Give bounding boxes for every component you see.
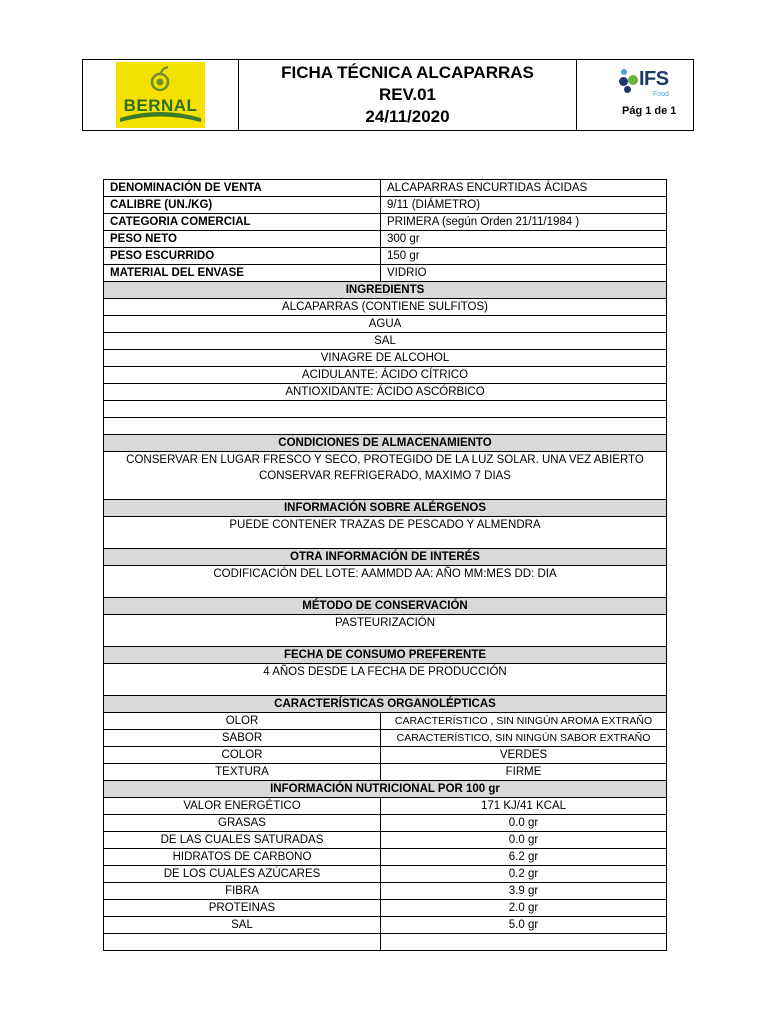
nutrient-value: 0.2 gr	[381, 866, 667, 883]
ingredient-item: VINAGRE DE ALCOHOL	[104, 350, 667, 367]
table-row	[104, 214, 667, 231]
table-row	[104, 866, 667, 883]
nutrient-label: HIDRATOS DE CARBONO	[104, 849, 381, 866]
allergens-heading: INFORMACIÓN SOBRE ALÉRGENOS	[104, 500, 667, 517]
field-value: PRIMERA (según Orden 21/11/1984 )	[381, 214, 667, 231]
bernal-logo	[116, 62, 205, 128]
organoleptic-label: COLOR	[104, 747, 381, 764]
nutrient-label: VALOR ENERGÉTICO	[104, 798, 381, 815]
field-value: 9/11 (DIÁMETRO)	[381, 197, 667, 214]
field-value: VIDRIO	[381, 265, 667, 282]
ifs-logo-subtext: Food	[653, 91, 669, 98]
empty-cell	[104, 401, 667, 418]
section-header-row	[104, 282, 667, 299]
field-label: CATEGORIA COMERCIAL	[104, 214, 381, 231]
certification-cell	[577, 60, 693, 130]
table-row	[104, 384, 667, 401]
caper-icon	[116, 62, 205, 128]
nutrient-label: DE LOS CUALES AZÚCARES	[104, 866, 381, 883]
empty-row	[104, 934, 667, 951]
empty-cell	[104, 934, 381, 951]
field-label: DENOMINACIÓN DE VENTA	[104, 180, 381, 197]
table-row	[104, 747, 667, 764]
section-header-row	[104, 500, 667, 517]
table-row	[104, 367, 667, 384]
organoleptic-label: SABOR	[104, 730, 381, 747]
field-label: PESO NETO	[104, 231, 381, 248]
nutrient-label: GRASAS	[104, 815, 381, 832]
document-header	[82, 59, 694, 131]
ifs-food-logo	[619, 64, 683, 106]
field-value: 150 gr	[381, 248, 667, 265]
section-header-row	[104, 696, 667, 713]
organoleptic-value: CARACTERÍSTICO , SIN NINGÚN AROMA EXTRAÑO	[381, 713, 667, 730]
nutrient-label: DE LAS CUALES SATURADAS	[104, 832, 381, 849]
organoleptic-value: FIRME	[381, 764, 667, 781]
organoleptic-label: TEXTURA	[104, 764, 381, 781]
nutrient-value: 0.0 gr	[381, 832, 667, 849]
title-line-1: FICHA TÉCNICA ALCAPARRAS	[281, 63, 534, 82]
table-row	[104, 566, 667, 598]
conservation-heading: MÉTODO DE CONSERVACIÓN	[104, 598, 667, 615]
empty-row	[104, 401, 667, 418]
page-number: Pág 1 de 1	[622, 105, 677, 117]
table-row	[104, 517, 667, 549]
nutrient-value: 6.2 gr	[381, 849, 667, 866]
organoleptic-label: OLOR	[104, 713, 381, 730]
section-header-row	[104, 598, 667, 615]
nutrient-value: 5.0 gr	[381, 917, 667, 934]
ingredient-item: AGUA	[104, 316, 667, 333]
ingredient-item: SAL	[104, 333, 667, 350]
table-row	[104, 350, 667, 367]
field-value: 300 gr	[381, 231, 667, 248]
empty-cell	[104, 418, 667, 435]
table-row	[104, 730, 667, 747]
table-row	[104, 452, 667, 500]
empty-cell	[381, 934, 667, 951]
conservation-text: PASTEURIZACIÓN	[104, 615, 667, 647]
nutrient-label: SAL	[104, 917, 381, 934]
organoleptic-value: CARACTERÍSTICO, SIN NINGÚN SABOR EXTRAÑO	[381, 730, 667, 747]
table-row	[104, 231, 667, 248]
table-row	[104, 333, 667, 350]
best-before-text: 4 AÑOS DESDE LA FECHA DE PRODUCCIÓN	[104, 664, 667, 696]
table-row	[104, 248, 667, 265]
table-row	[104, 815, 667, 832]
table-row	[104, 265, 667, 282]
table-row	[104, 849, 667, 866]
section-header-row	[104, 647, 667, 664]
nutrient-value: 0.0 gr	[381, 815, 667, 832]
allergens-text: PUEDE CONTENER TRAZAS DE PESCADO Y ALMENDRA	[104, 517, 667, 549]
spec-table	[103, 179, 667, 951]
nutrient-label: FIBRA	[104, 883, 381, 900]
title-date: 24/11/2020	[365, 107, 450, 126]
table-row	[104, 798, 667, 815]
best-before-heading: FECHA DE CONSUMO PREFERENTE	[104, 647, 667, 664]
logo-cell	[83, 60, 239, 130]
ifs-logo-text: IFS	[639, 68, 669, 90]
empty-row	[104, 418, 667, 435]
field-label: CALIBRE (UN./KG)	[104, 197, 381, 214]
table-row	[104, 180, 667, 197]
storage-heading: CONDICIONES DE ALMACENAMIENTO	[104, 435, 667, 452]
nutrient-value: 2.0 gr	[381, 900, 667, 917]
storage-text: CONSERVAR EN LUGAR FRESCO Y SECO, PROTEGIDO DE LA LUZ SOLAR. UNA VEZ ABIERTO CONSERVAR REFRIGERADO, MAXIMO 7 DIAS	[104, 452, 667, 500]
document-title	[239, 60, 577, 130]
field-label: MATERIAL DEL ENVASE	[104, 265, 381, 282]
bernal-logo-text: BERNAL	[123, 96, 198, 115]
nutrition-heading: INFORMACIÓN NUTRICIONAL POR 100 gr	[104, 781, 667, 798]
ingredient-item: ALCAPARRAS (CONTIENE SULFITOS)	[104, 299, 667, 316]
organoleptic-heading: CARACTERÍSTICAS ORGANOLÉPTICAS	[104, 696, 667, 713]
table-row	[104, 316, 667, 333]
other-info-heading: OTRA INFORMACIÓN DE INTERÉS	[104, 549, 667, 566]
field-value: ALCAPARRAS ENCURTIDAS ÁCIDAS	[381, 180, 667, 197]
table-row	[104, 917, 667, 934]
table-row	[104, 900, 667, 917]
lot-coding-text: CODIFICACIÓN DEL LOTE: AAMMDD AA: AÑO MM:MES DD: DIA	[104, 566, 667, 598]
nutrient-value: 3.9 gr	[381, 883, 667, 900]
table-row	[104, 197, 667, 214]
table-row	[104, 615, 667, 647]
table-row	[104, 832, 667, 849]
title-revision: REV.01	[378, 85, 437, 104]
ingredients-heading: INGREDIENTS	[104, 282, 667, 299]
nutrient-label: PROTEINAS	[104, 900, 381, 917]
table-row	[104, 883, 667, 900]
section-header-row	[104, 435, 667, 452]
table-row	[104, 299, 667, 316]
field-label: PESO ESCURRIDO	[104, 248, 381, 265]
ingredient-item: ANTIOXIDANTE: ÁCIDO ASCÓRBICO	[104, 384, 667, 401]
nutrient-value: 171 KJ/41 KCAL	[381, 798, 667, 815]
table-row	[104, 713, 667, 730]
organoleptic-value: VERDES	[381, 747, 667, 764]
section-header-row	[104, 781, 667, 798]
ingredient-item: ACIDULANTE: ÁCIDO CÍTRICO	[104, 367, 667, 384]
table-row	[104, 664, 667, 696]
section-header-row	[104, 549, 667, 566]
table-row	[104, 764, 667, 781]
